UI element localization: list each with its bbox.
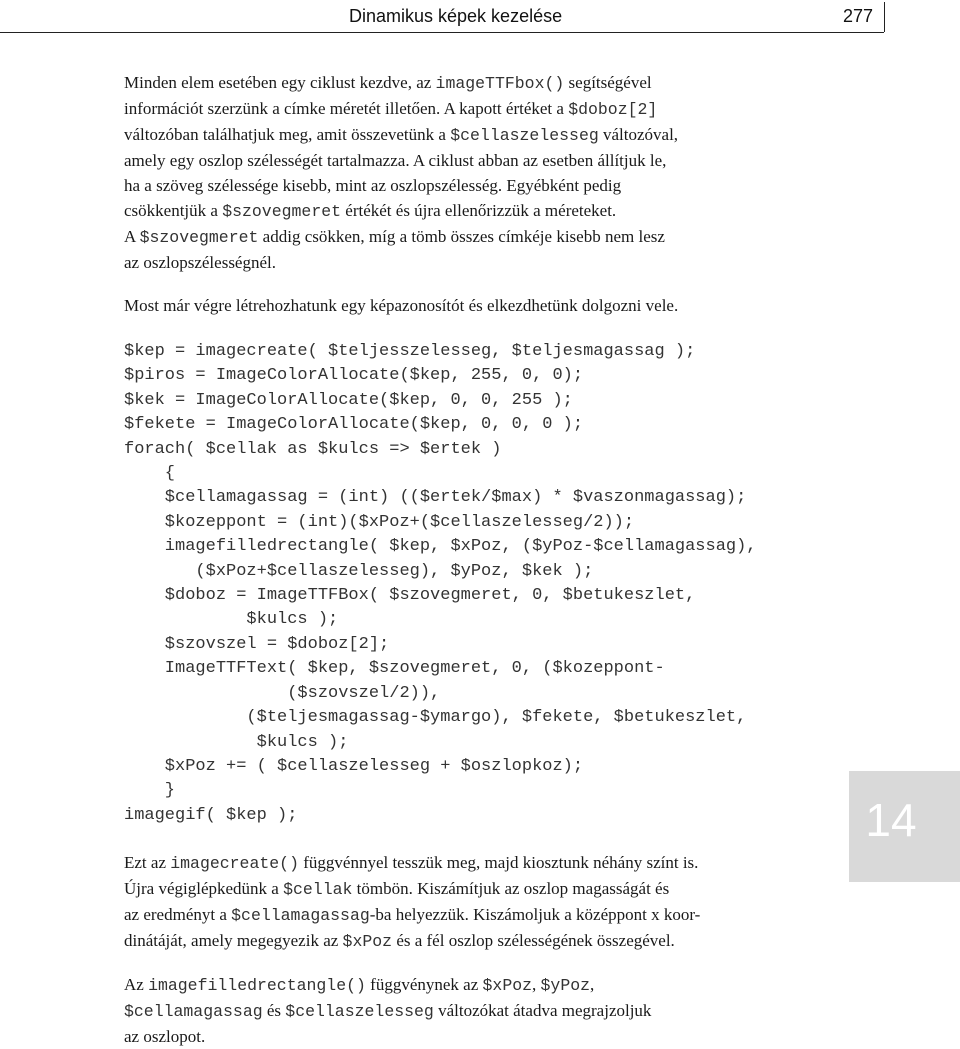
inline-code: $szovegmeret xyxy=(222,202,342,221)
inline-code: $cellamagassag xyxy=(231,906,370,926)
code-line: $doboz = ImageTTFBox( $szovegmeret, 0, $betukeszlet, xyxy=(164,586,696,606)
text-run: addig csökken, míg a tömb összes címkéje kisebb nem lesz xyxy=(258,227,665,246)
code-line: ($szovszel/2)), xyxy=(287,683,441,703)
paragraph-filledrectangle xyxy=(124,972,824,1049)
code-listing xyxy=(124,340,824,828)
text-run: Most már végre létrehozhatunk egy képazonosítót és elkezdhetünk dolgozni vele. xyxy=(124,296,679,315)
inline-code: imageTTFbox() xyxy=(435,74,565,93)
inline-code: $cellaszelesseg xyxy=(450,126,599,145)
code-line: ($teljesmagassag-$ymargo), $fekete, $betukeszlet, xyxy=(246,708,747,728)
text-run: tömbön. Kiszámítjuk az oszlop magasságát és xyxy=(352,879,670,899)
inline-code: $xPoz xyxy=(482,976,533,996)
text-run: függvénynek az xyxy=(365,975,483,995)
code-line: $xPoz += ( $cellaszelesseg + $oszlopkoz); xyxy=(164,756,584,776)
text-run: csökkentjük a xyxy=(124,201,223,220)
code-line: } xyxy=(164,781,176,801)
inline-code: imagecreate() xyxy=(170,854,299,874)
code-line: imagegif( $kep ); xyxy=(124,805,298,825)
text-run: -ba helyezzük. Kiszámoljuk a középpont x koor- xyxy=(369,905,701,925)
text-run: függvénnyel tesszük meg, majd kiosztunk néhány színt is. xyxy=(298,853,699,873)
inline-code: $yPoz xyxy=(540,976,591,996)
code-line: ($xPoz+$cellaszelesseg), $yPoz, $kek ); xyxy=(195,561,594,581)
text-run: , xyxy=(590,975,595,995)
text-run: Ezt az xyxy=(124,853,171,873)
text-run: változókat átadva megrajzoljuk xyxy=(433,1001,652,1021)
code-line: $cellamagassag = (int) (($ertek/$max) * $vaszonmagassag); xyxy=(164,488,747,508)
text-run: változóban találhatjuk meg, amit összevetünk a xyxy=(124,125,451,144)
text-run: , xyxy=(532,975,541,995)
paragraph-imagecreate xyxy=(124,850,824,954)
text-run: értékét és újra ellenőrizzük a méreteket. xyxy=(341,201,617,220)
text-run: változóval, xyxy=(598,125,679,144)
inline-code: $cellamagassag xyxy=(124,1002,263,1022)
running-header xyxy=(0,0,884,33)
text-run: dinátáját, amely megegyezik az xyxy=(124,931,343,951)
code-line: $fekete = ImageColorAllocate($kep, 0, 0, 0 ); xyxy=(124,415,584,435)
code-line: $piros = ImageColorAllocate($kep, 255, 0, 0); xyxy=(124,366,584,386)
code-line: { xyxy=(164,464,176,484)
text-run: ha a szöveg szélessége kisebb, mint az oszlopszélesség. Egyébként pedig xyxy=(124,176,622,195)
text-run: A xyxy=(124,227,140,246)
text-run: az eredményt a xyxy=(124,905,232,925)
inline-code: $cellak xyxy=(283,880,353,900)
text-run: amely egy oszlop szélességét tartalmazza. A ciklust abban az esetben állítjuk le, xyxy=(124,151,667,170)
inline-code: imagefilledrectangle() xyxy=(148,976,366,996)
text-run: Az xyxy=(124,975,149,995)
text-run: segítségével xyxy=(564,73,652,92)
code-line: $kep = imagecreate( $teljesszelesseg, $teljesmagassag ); xyxy=(124,342,696,361)
text-run: az oszlopot. xyxy=(124,1027,206,1047)
text-run: az oszlopszélességnél. xyxy=(124,253,276,272)
text-run: információt szerzünk a címke méretét illetően. A kapott értéket a xyxy=(124,99,569,118)
chapter-number: 14 xyxy=(865,794,917,846)
code-line: imagefilledrectangle( $kep, $xPoz, ($yPoz-$cellamagassag), xyxy=(164,537,757,557)
inline-code: $cellaszelesseg xyxy=(285,1002,434,1022)
code-line: $kek = ImageColorAllocate($kep, 0, 0, 255 ); xyxy=(124,390,573,410)
page-body xyxy=(124,70,824,1049)
code-line: $szovszel = $doboz[2]; xyxy=(164,634,390,654)
paragraph-loop-explanation xyxy=(124,70,824,275)
code-line: $kulcs ); xyxy=(256,732,349,752)
code-line: forach( $cellak as $kulcs => $ertek ) xyxy=(124,439,502,459)
inline-code: $xPoz xyxy=(342,932,393,952)
chapter-tab xyxy=(849,771,960,882)
code-line: ImageTTFText( $kep, $szovegmeret, 0, ($kozeppont- xyxy=(164,659,665,679)
code-line: $kulcs ); xyxy=(246,610,339,630)
code-line: $kozeppont = (int)($xPoz+($cellaszelesseg/2)); xyxy=(164,512,635,532)
inline-code: $doboz[2] xyxy=(568,100,658,119)
page-number: 277 xyxy=(843,6,874,26)
text-run: és a fél oszlop szélességének összegével. xyxy=(392,931,675,951)
header-vertical-rule xyxy=(884,2,885,32)
text-run: Minden elem esetében egy ciklust kezdve, az xyxy=(124,73,436,92)
text-run: Újra végiglépkedünk a xyxy=(124,879,284,899)
text-run: és xyxy=(262,1001,286,1021)
inline-code: $szovegmeret xyxy=(139,228,259,247)
header-title: Dinamikus képek kezelése xyxy=(349,6,563,26)
paragraph-create-image xyxy=(124,293,824,318)
